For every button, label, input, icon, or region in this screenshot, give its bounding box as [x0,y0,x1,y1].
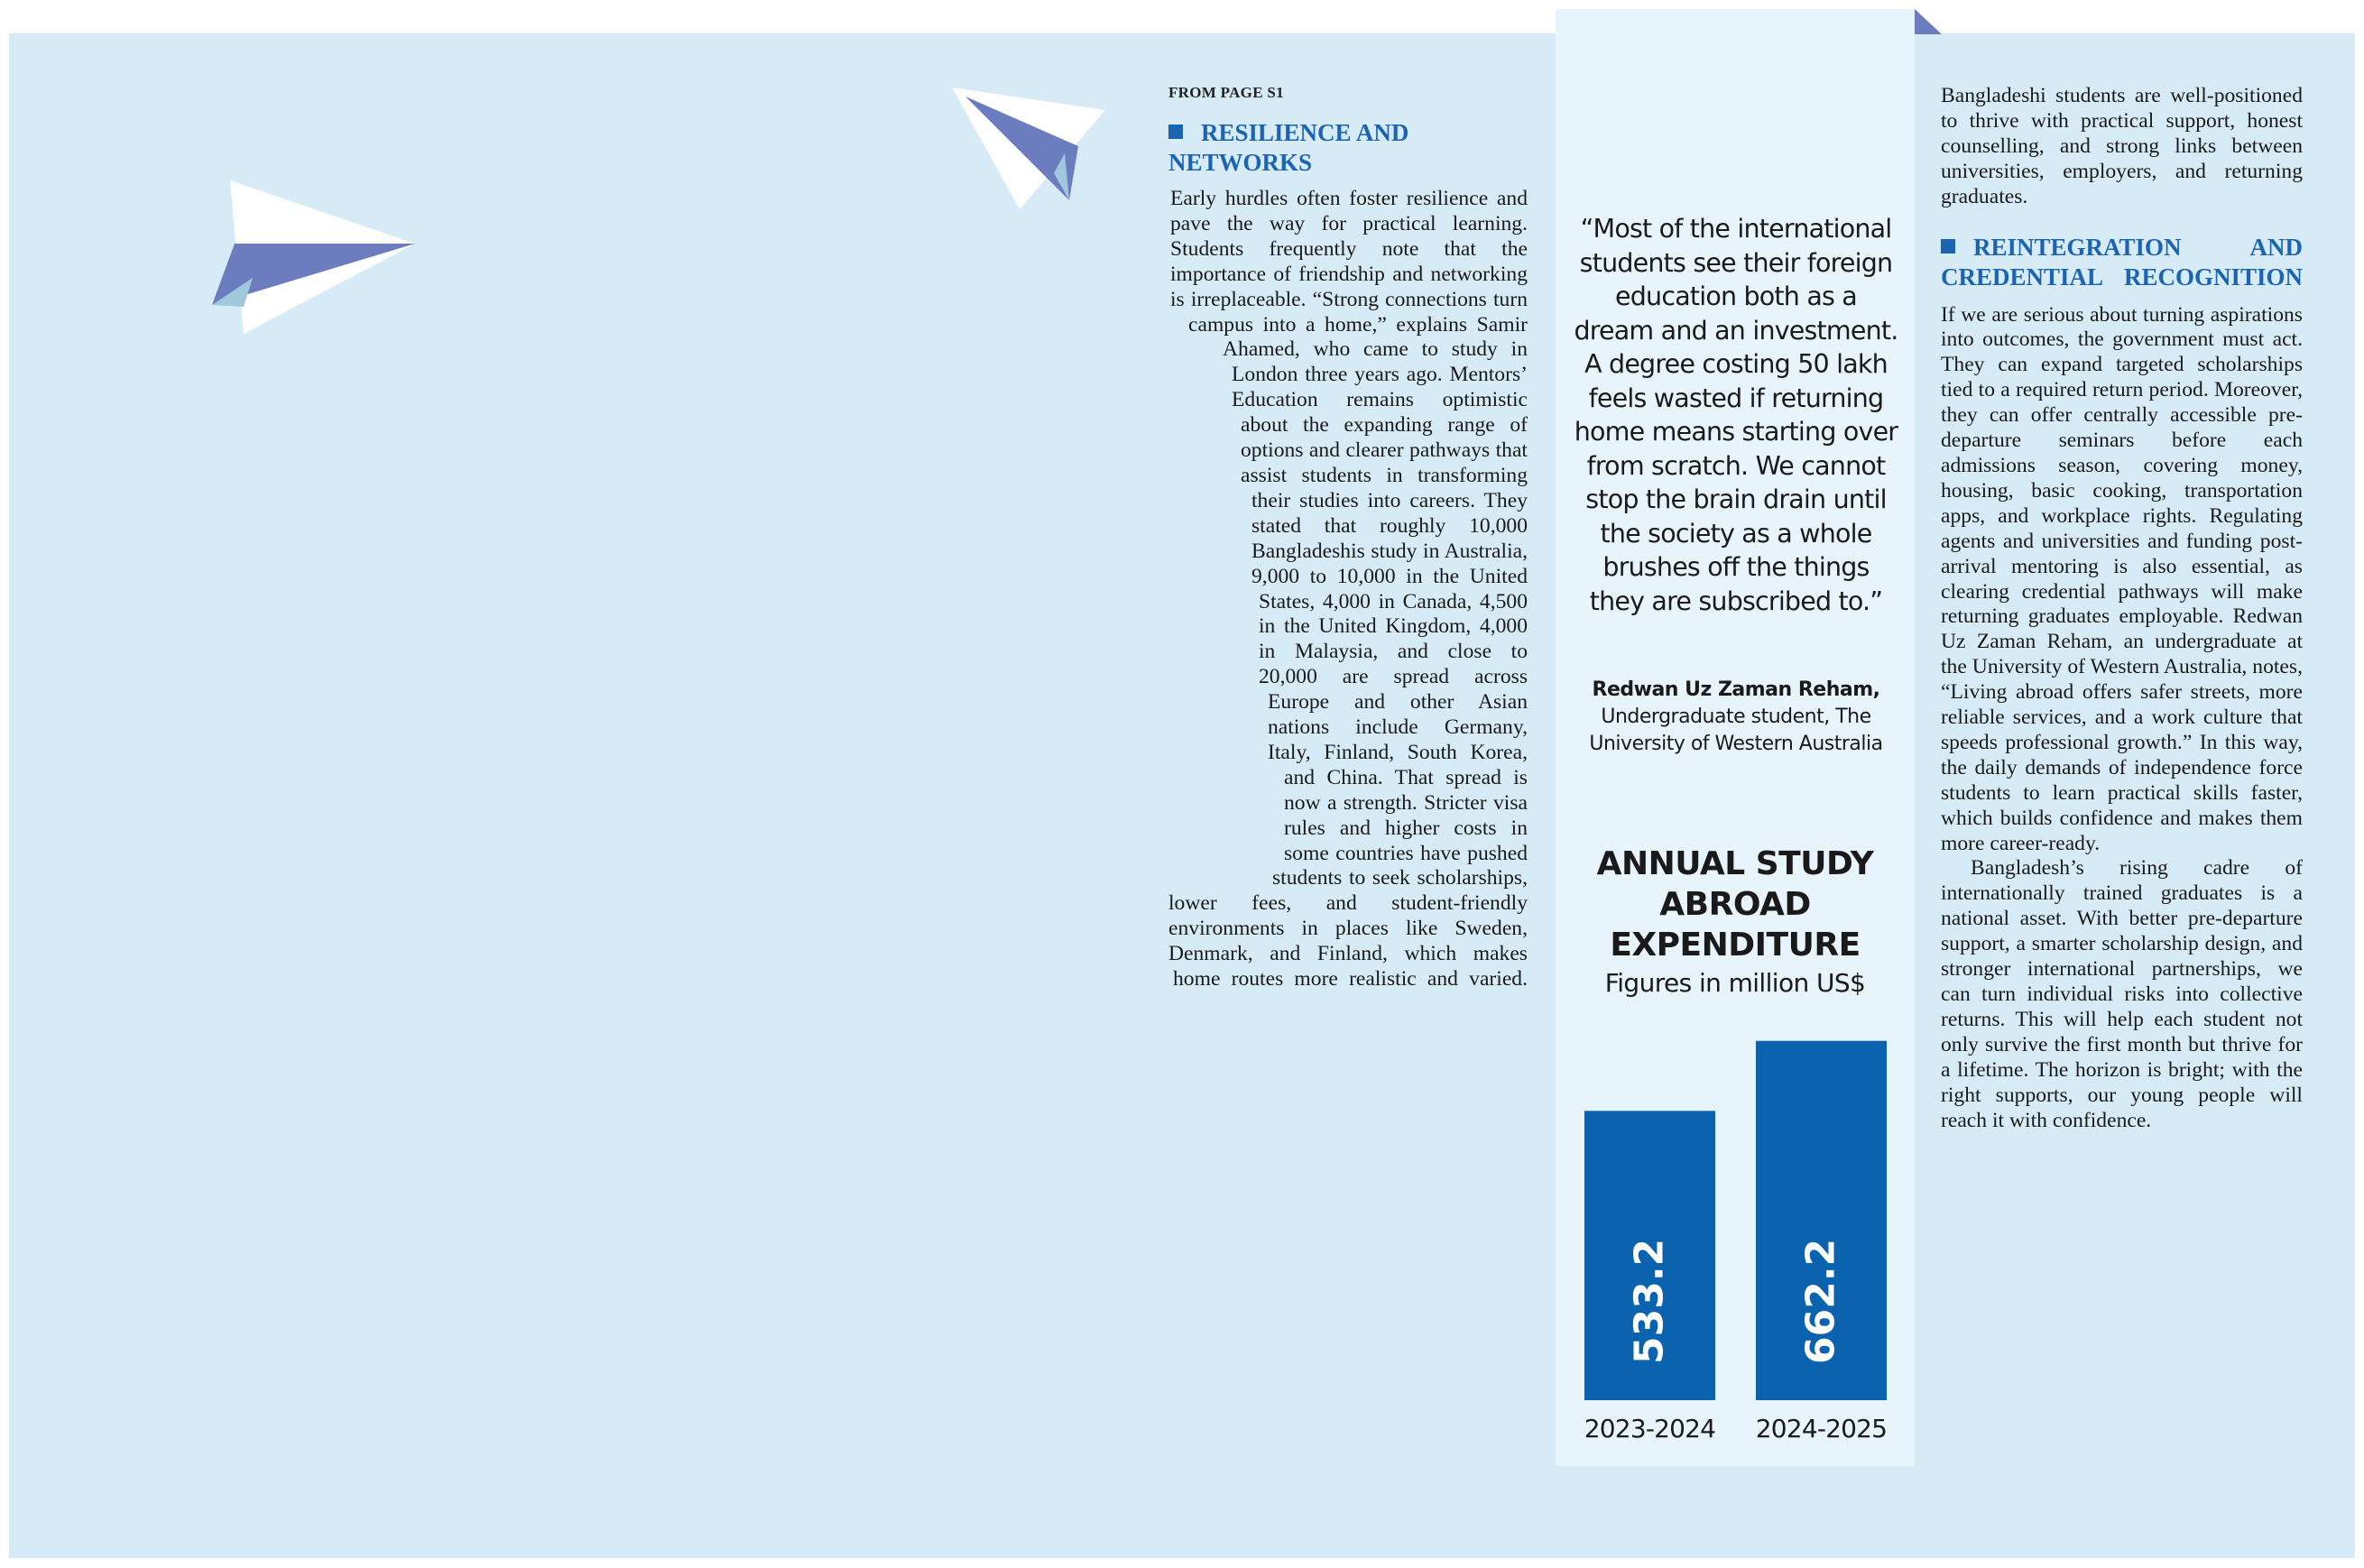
wrap-spacer [1168,322,1188,347]
bar-value-label: 533.2 [1626,1238,1673,1364]
wrap-spacer [1168,802,1284,853]
article-paragraph: If we are serious about turning aspirations into outcomes, the government must act. They can expand targeted scholarships tied to a required return period. Moreover, they can offer centrally accessible pre-departure seminars before each admissions season, covering money, housing, basic cooking, transportation apps, and workplace rights. Regulating agents and universities and funding post-arrival mentoring is also essential, as clearing credential pathways will make returning graduates employable. Redwan Uz Zaman Reham, an undergraduate at the University of Western Australia, notes, “Living abroad offers safer streets, more reliable services, and a work culture that speeds professional growth.” In this way, the daily demands of independence force students to learn practical skills faster, which builds confidence and makes them more career-ready. [1941,302,2303,855]
wrap-spacer [1168,499,1251,600]
wrap-spacer [1168,600,1259,676]
bar-chart [1556,9,1915,1466]
wrap-spacer [1168,347,1223,373]
page-reference: FROM PAGE S1 [1168,84,1284,101]
section-heading-resilience: RESILIENCE AND NETWORKS [1168,119,1409,176]
bar-value-label: 662.2 [1797,1238,1844,1364]
left-article-column [1168,84,1528,1055]
wrap-spacer [1168,373,1232,423]
paper-plane-icon [947,83,1110,218]
category-label: 2023-2024 [1584,1414,1716,1443]
category-label: 2024-2025 [1755,1414,1888,1443]
wrap-spacer [1168,1029,1394,1055]
square-bullet-icon [1168,125,1183,139]
article-paragraph: Bangladesh’s rising cadre of internationally trained graduates is a national asset. With better pre-departure support, a smarter scholarship design, and stronger international partnerships, we can turn individual risks into collective returns. This will help each student not only survive the first month but thrive for a lifetime. The horizon is bright; with the right supports, our young people will reach it with confidence. [1941,856,2303,1132]
wrap-spacer [1168,853,1272,878]
article-body-left [1168,187,1528,992]
wrap-spacer [1168,423,1241,499]
article-paragraph: Early hurdles often foster resilience and pave the way for practical learning. Students frequently note that the importance of friendship and networking is irreplaceable. “Strong connections turn campus into a home,” explains Samir Ahamed, who came to study in London three years ago. Mentors’ Education remains optimistic about the expanding range of options and clearer pathways that assist students in transforming their studies into careers. They stated that roughly 10,000 Bangladeshis study in Australia, 9,000 to 10,000 in the United States, 4,000 in Canada, 4,500 in the United Kingdom, 4,000 in Malaysia, and close to 20,000 are spread across Europe and other Asian nations include Germany, Italy, Finland, South Korea, and China. That spread is now a strength. Stricter visa rules and higher costs in some countries have pushed students to seek scholarships, lower fees, and student-friendly environments in places like Sweden, Denmark, and Finland, which makes home routes more realistic and varied. [1168,187,1528,992]
paper-plane-icon [208,171,424,343]
chart-subtitle: Figures in million US$ [1604,968,1866,998]
wrap-spacer [1168,701,1268,752]
wrap-spacer [1168,676,1250,701]
wrap-spacer [1168,752,1236,802]
wrap-spacer [1168,1004,1209,1029]
corner-fold-icon [1915,9,1942,34]
chart-title: ANNUAL STUDY ABROAD EXPENDITURE [1596,845,1874,964]
square-bullet-icon [1941,239,1955,254]
article-paragraph: Bangladeshi students are well-positioned to thrive with practical support, honest counselling, and strong links between universities, employers, and returning graduates. [1941,84,2303,208]
attribution-role: Undergraduate student, The University of Western Australia [1589,706,1883,755]
right-article-column [1941,84,2303,1133]
sidebar-panel [1556,9,1915,1466]
section-heading-reintegration: REINTEGRATION AND CREDENTIAL RECOGNITION [1941,233,2303,291]
pull-quote: “Most of the international students see their foreign education both as a dream and an investment. A degree costing 50 lakh feels wasted if returning home means starting over from scratch. We cannot stop the brain drain until the society as a whole brushes off the things they are subscribed to.” [1574,214,1898,616]
attribution-name: Redwan Uz Zaman Reham, [1592,678,1880,701]
